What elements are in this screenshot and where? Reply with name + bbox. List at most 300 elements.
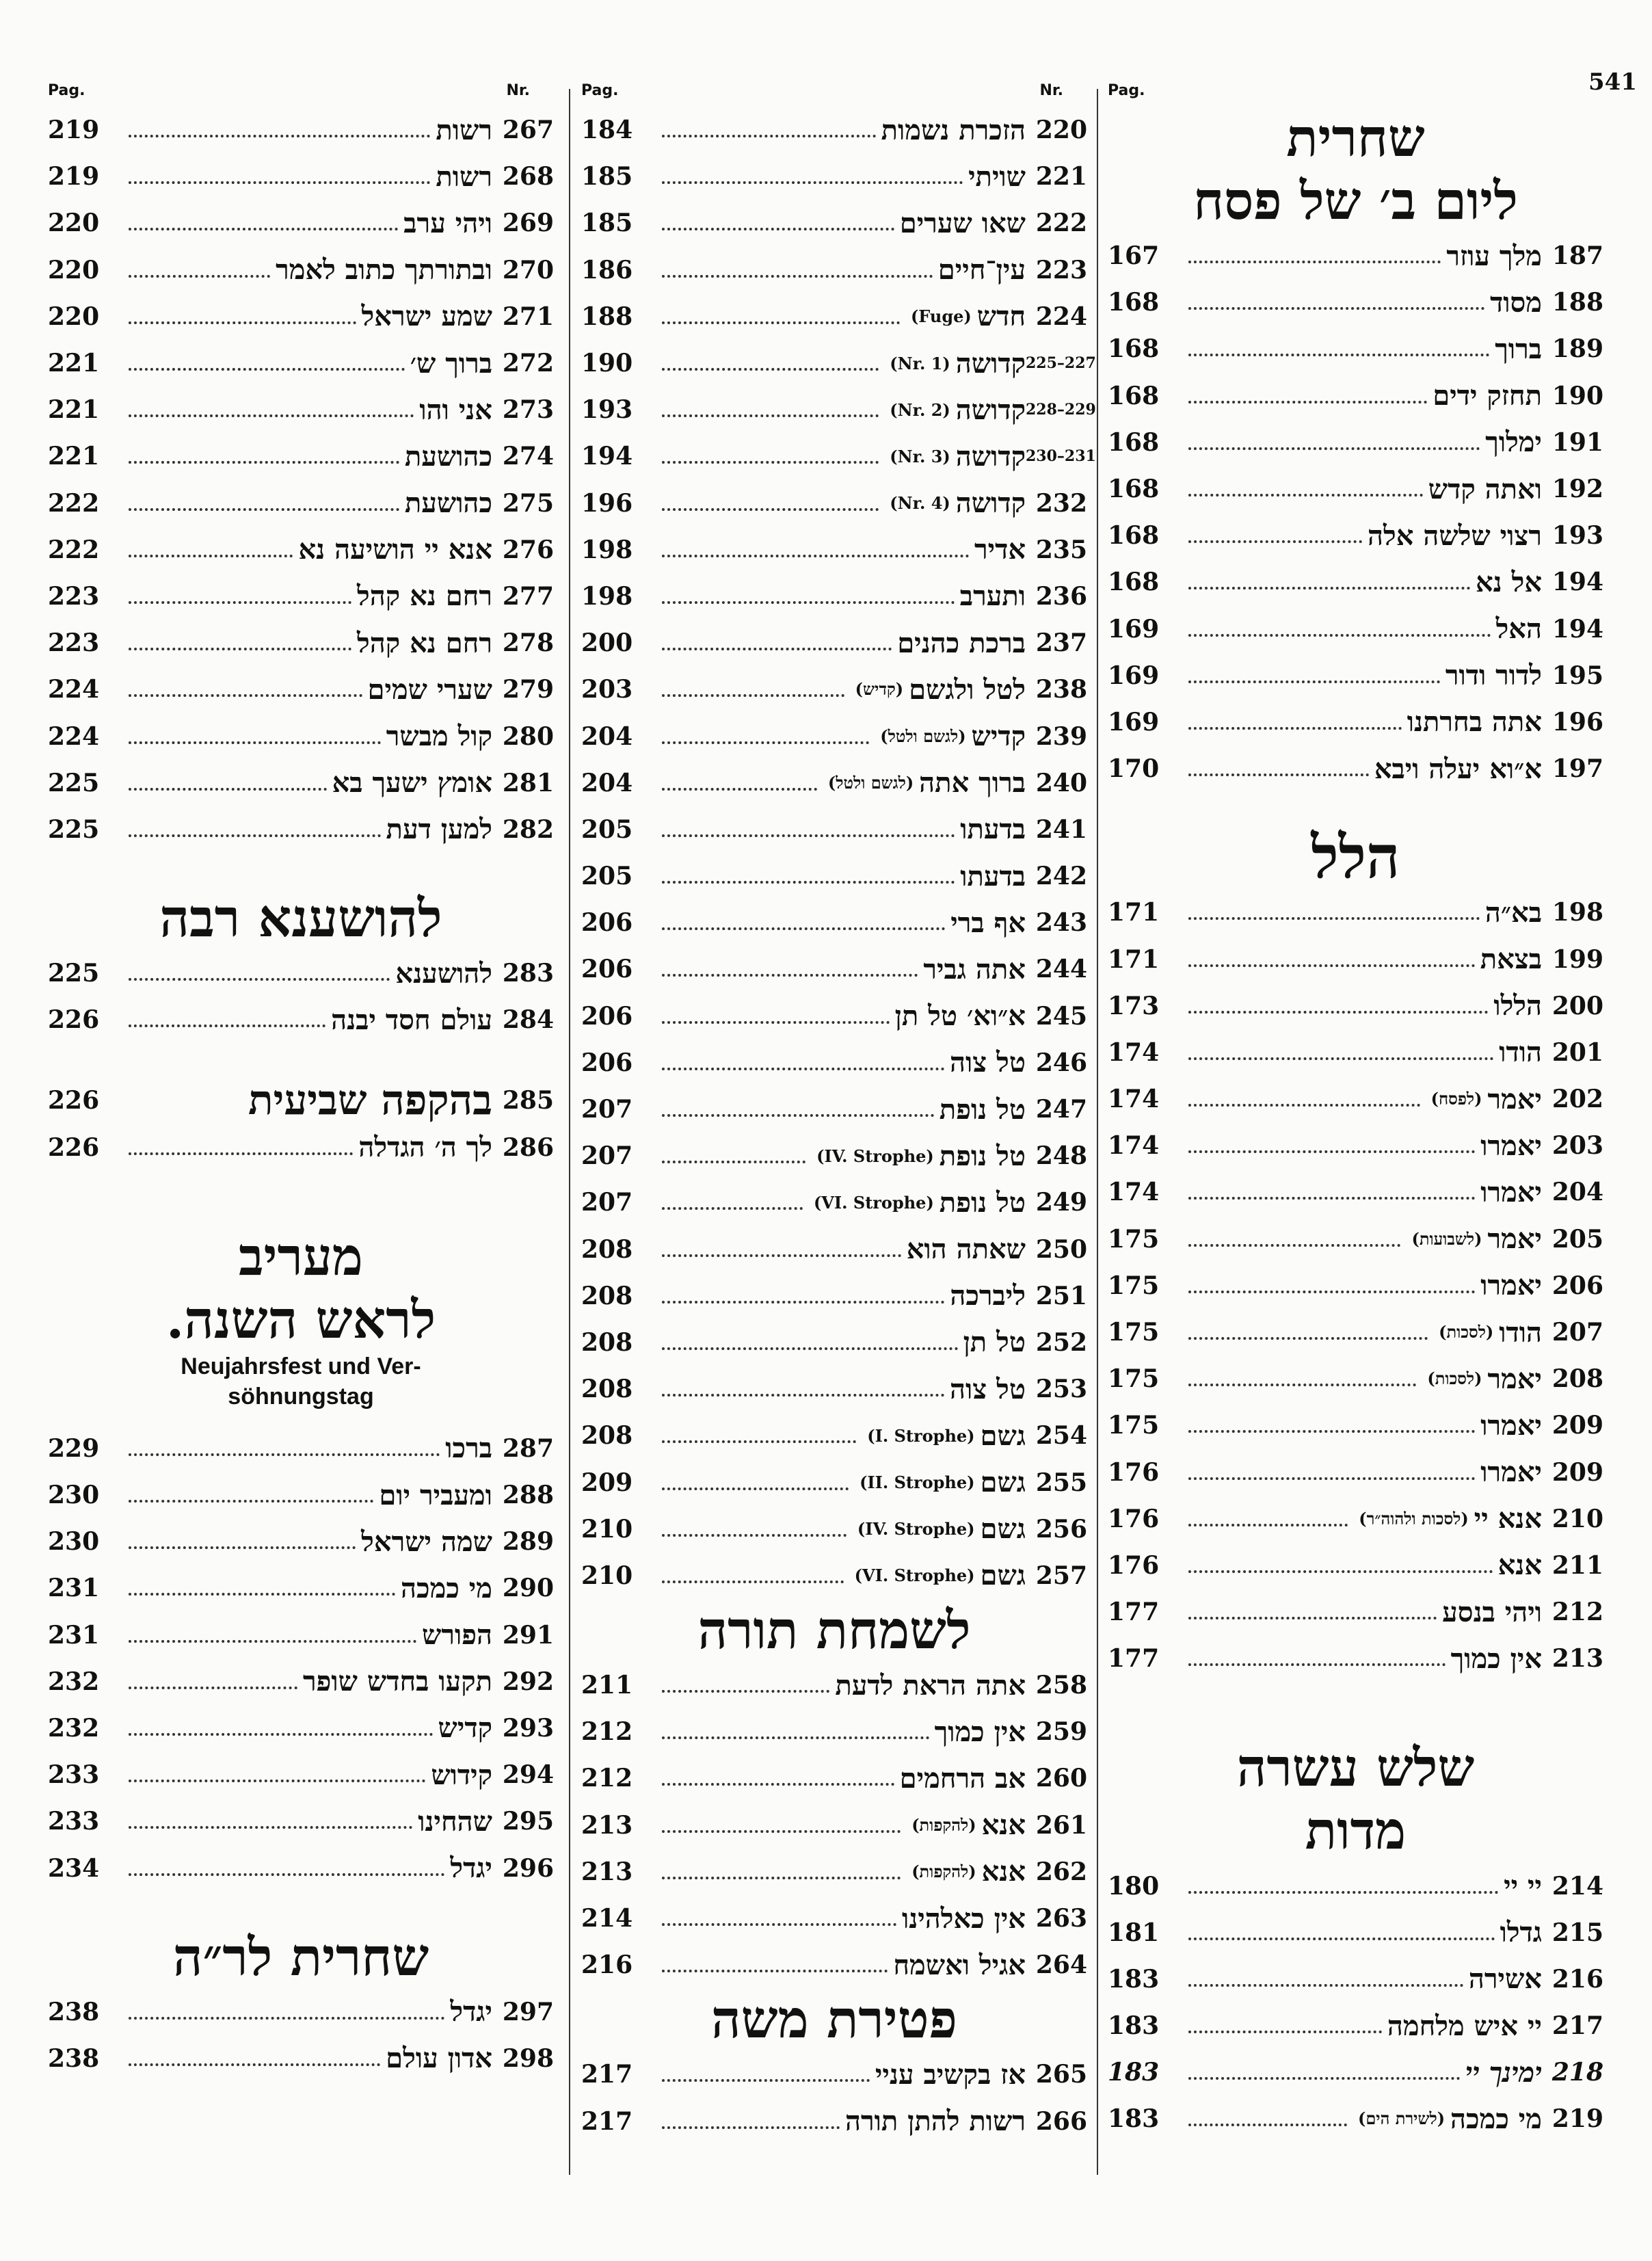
entry-title: יגדל — [450, 1852, 492, 1885]
index-row — [581, 713, 1087, 759]
leader-dots — [1188, 584, 1470, 590]
page-ref: 183 — [1108, 2011, 1160, 2041]
entry-number: 241 — [1035, 815, 1087, 844]
page-ref: 231 — [48, 1620, 100, 1650]
section-heading: להושענא רבה — [159, 888, 442, 949]
entry-title: ומעביר יום — [379, 1479, 492, 1511]
entry-number: 297 — [502, 1997, 554, 2026]
entry-number: 208 — [1551, 1364, 1603, 1394]
leader-dots — [662, 971, 918, 977]
leader-dots — [129, 319, 356, 324]
entry-number: 268 — [502, 162, 554, 191]
entry-title: תחזק ידים — [1433, 380, 1542, 412]
leader-dots — [1188, 1194, 1475, 1200]
entry-note: (לשבועות) — [1411, 1228, 1482, 1249]
entry-number: 273 — [502, 395, 554, 425]
entry-number: 232 — [1035, 488, 1087, 518]
index-row — [48, 153, 554, 200]
page-ref: 224 — [48, 722, 100, 751]
leader-dots — [129, 412, 414, 417]
entry-number: 290 — [502, 1574, 554, 1603]
entry-number: 235 — [1035, 535, 1087, 564]
entry-number: 283 — [502, 959, 554, 988]
leader-dots — [1188, 1334, 1428, 1340]
leader-dots — [1188, 1381, 1416, 1386]
entry-title: גשם — [980, 1466, 1026, 1499]
index-row — [48, 340, 554, 386]
leader-dots — [662, 2076, 870, 2082]
page-ref: 168 — [1108, 521, 1160, 551]
leader-dots — [129, 1451, 440, 1456]
entry-title: קדושה — [955, 347, 1026, 380]
leader-dots — [1188, 1008, 1488, 1014]
page-ref: 204 — [581, 768, 633, 797]
index-row — [1108, 1862, 1603, 1909]
index-row — [581, 853, 1087, 899]
index-row — [1108, 1402, 1603, 1449]
entry-number: 296 — [502, 1853, 554, 1883]
entry-title: יאמרו — [1480, 1129, 1542, 1162]
entry-title: הודו — [1499, 1036, 1542, 1069]
entry-note: (לסכות) — [1439, 1322, 1494, 1343]
entry-number: 269 — [502, 209, 554, 238]
page-ref: 225 — [48, 768, 100, 797]
page-ref: 223 — [48, 629, 100, 658]
section-heading: לראש השנה. — [165, 1288, 436, 1350]
entry-title: חדש — [976, 300, 1026, 333]
index-row — [581, 666, 1087, 713]
entry-title: בצאת — [1480, 943, 1542, 976]
page-ref: 198 — [581, 535, 633, 564]
index-row — [48, 1077, 554, 1124]
leader-dots — [662, 1391, 944, 1397]
entry-number: 199 — [1551, 944, 1603, 974]
entry-number: 212 — [1551, 1598, 1603, 1627]
entry-number: 256 — [1035, 1514, 1087, 1544]
index-row — [581, 946, 1087, 992]
index-row — [1108, 1169, 1603, 1215]
leader-dots — [1188, 258, 1441, 263]
entry-number: 264 — [1035, 1951, 1087, 1980]
leader-dots — [129, 739, 381, 744]
index-row — [1108, 1262, 1603, 1309]
leader-dots — [662, 178, 963, 184]
index-row — [1108, 373, 1603, 419]
entry-note: (לשירת הים) — [1357, 2108, 1446, 2129]
section-heading: שחרית לר״ה — [172, 1926, 429, 1987]
entry-title: גשם — [980, 1419, 1026, 1452]
page-ref: 206 — [581, 955, 633, 984]
entry-title: א״וא׳ טל תן — [894, 1000, 1026, 1033]
index-row — [1108, 1029, 1603, 1076]
entry-number: 249 — [1035, 1188, 1087, 1217]
entry-title: יאמרו — [1480, 1269, 1542, 1302]
entry-title: שהחינו — [418, 1805, 492, 1838]
index-row — [1108, 1216, 1603, 1262]
entry-title: אתה הראת לדעת — [835, 1669, 1026, 1702]
page-ref: 225 — [48, 959, 100, 988]
entry-title: אין כאלהינו — [902, 1902, 1026, 1935]
page-ref: 226 — [48, 1086, 100, 1115]
leader-dots — [662, 225, 894, 230]
nr-header: Nr. — [506, 82, 530, 99]
entry-title: קדושה — [955, 487, 1026, 520]
entry-number: 221 — [1035, 162, 1087, 191]
index-row — [581, 433, 1096, 479]
leader-dots — [662, 1920, 896, 1926]
page-ref: 221 — [48, 395, 100, 425]
page-ref: 183 — [1108, 1964, 1160, 1994]
entry-title: אז בקשיב עניי — [875, 2058, 1026, 2091]
entry-title: אני והו — [419, 393, 492, 426]
entry-note: (Nr. 1) — [890, 353, 950, 373]
leader-dots — [1188, 771, 1369, 776]
page-ref: 209 — [581, 1468, 633, 1497]
leader-dots — [129, 1637, 416, 1643]
entry-title: אין כמוך — [934, 1715, 1026, 1748]
entry-title: ברכו — [445, 1432, 492, 1465]
entry-number: 281 — [502, 768, 554, 797]
index-row — [581, 1506, 1087, 1552]
leader-dots — [1188, 914, 1480, 920]
index-row — [1108, 1122, 1603, 1169]
leader-dots — [129, 645, 351, 650]
leader-dots — [1188, 304, 1484, 310]
entry-number: 193 — [1551, 521, 1603, 551]
entry-number: 288 — [502, 1481, 554, 1510]
entry-title: יאמר — [1487, 1362, 1542, 1395]
index-row — [581, 200, 1087, 246]
section-subtitle: söhnungstag — [228, 1383, 374, 1410]
page-ref: 231 — [48, 1574, 100, 1603]
page-ref: 177 — [1108, 1644, 1160, 1674]
page-ref: 207 — [581, 1095, 633, 1124]
entry-number: 209 — [1551, 1411, 1603, 1440]
leader-dots — [1188, 491, 1423, 497]
entry-number: 206 — [1551, 1271, 1603, 1300]
leader-dots — [1188, 1101, 1420, 1107]
leader-dots — [129, 1870, 444, 1876]
entry-number: 251 — [1035, 1281, 1087, 1310]
entry-number: 265 — [1035, 2060, 1087, 2089]
index-row — [48, 806, 554, 853]
page-ref: 212 — [581, 1717, 633, 1747]
index-row — [1108, 606, 1603, 652]
index-row — [581, 1895, 1087, 1942]
entry-number: 236 — [1035, 581, 1087, 611]
entry-title: שמע ישראל — [361, 300, 492, 333]
page-ref: 230 — [48, 1481, 100, 1510]
leader-dots — [1188, 445, 1480, 450]
entry-title: בדעתו — [960, 813, 1026, 846]
entry-title: אנא — [1497, 1549, 1542, 1582]
index-row — [1108, 466, 1603, 512]
page-ref: 169 — [1108, 614, 1160, 644]
index-row — [1108, 1956, 1603, 2002]
index-row — [1108, 512, 1603, 559]
page-ref: 176 — [1108, 1504, 1160, 1533]
section-heading: שלש עשרה — [1236, 1737, 1475, 1799]
section-heading: הלל — [1311, 823, 1400, 892]
entry-title: הזכרת נשמות — [881, 114, 1026, 146]
entry-number: 217 — [1551, 2011, 1603, 2041]
page-ref: 210 — [581, 1561, 633, 1590]
leader-dots — [129, 1823, 412, 1829]
page-ref: 216 — [581, 1951, 633, 1980]
leader-dots — [129, 1497, 373, 1503]
index-row — [1108, 2095, 1603, 2142]
page-ref: 210 — [581, 1514, 633, 1544]
index-row — [581, 1179, 1087, 1226]
index-row — [48, 293, 554, 340]
leader-dots — [662, 1018, 890, 1024]
entry-number: 240 — [1035, 768, 1087, 797]
leader-dots — [662, 1158, 805, 1163]
entry-number: 275 — [502, 488, 554, 518]
entry-title: אנא יי הושיעה נא — [298, 533, 492, 566]
entry-title: בדעתו — [960, 860, 1026, 892]
index-row — [581, 153, 1087, 200]
page-ref: 238 — [48, 1997, 100, 2026]
entry-title: קדושה — [955, 393, 1026, 426]
index-row — [48, 1798, 554, 1844]
entry-title: האל — [1495, 613, 1542, 646]
leader-dots — [662, 1438, 856, 1443]
entry-note: (לגשם ולטל) — [880, 726, 966, 746]
entry-number: 293 — [502, 1713, 554, 1743]
index-row — [48, 386, 554, 433]
entry-title: מי כמכה — [1450, 2102, 1542, 2135]
entry-number: 277 — [502, 581, 554, 611]
entry-title: אומץ ישעך בא — [332, 767, 492, 799]
entry-title: טל תן — [963, 1326, 1026, 1359]
index-row — [48, 996, 554, 1043]
entry-number: 298 — [502, 2044, 554, 2073]
entry-title: שערי שמים — [367, 673, 492, 706]
index-row — [1108, 983, 1603, 1029]
entry-number: 230–231 — [1026, 447, 1096, 466]
entry-number: 213 — [1551, 1644, 1603, 1674]
leader-dots — [1188, 962, 1475, 967]
page-ref: 225 — [48, 815, 100, 844]
entry-number: 201 — [1551, 1037, 1603, 1067]
entry-note: (VI. Strophe) — [854, 1565, 975, 1586]
page-ref: 208 — [581, 1327, 633, 1357]
column-header — [1108, 82, 1603, 107]
entry-number: 224 — [1035, 302, 1087, 331]
leader-dots — [129, 785, 327, 791]
page-ref: 219 — [48, 116, 100, 145]
section-heading: בהקפה שביעית — [248, 1076, 492, 1125]
page-ref: 198 — [581, 581, 633, 611]
entry-note: (לסכות) — [1427, 1368, 1482, 1389]
section-heading: מדות — [1305, 1800, 1407, 1862]
page-ref: 186 — [581, 255, 633, 285]
entry-number: 294 — [502, 1760, 554, 1790]
entry-number: 274 — [502, 442, 554, 471]
page-ref: 170 — [1108, 754, 1160, 784]
page-ref: 226 — [48, 1133, 100, 1162]
entry-title: יאמרו — [1480, 1456, 1542, 1489]
entry-note: (IV. Strophe) — [816, 1146, 934, 1166]
page-ref: 220 — [48, 255, 100, 285]
index-row — [48, 527, 554, 573]
page-ref: 177 — [1108, 1598, 1160, 1627]
leader-dots — [662, 412, 879, 417]
index-row — [1108, 2002, 1603, 2049]
entry-note: (II. Strophe) — [860, 1472, 975, 1493]
entry-title: ואתה קדש — [1428, 473, 1542, 505]
index-row — [1108, 419, 1603, 466]
pag-header: Pag. — [1108, 82, 1145, 99]
entry-number: 209 — [1551, 1457, 1603, 1487]
leader-dots — [662, 878, 955, 884]
leader-dots — [1188, 1981, 1463, 1987]
entry-title: למען דעת — [386, 813, 492, 846]
entry-number: 200 — [1551, 991, 1603, 1020]
leader-dots — [662, 1111, 934, 1117]
page-ref: 223 — [48, 581, 100, 611]
leader-dots — [662, 925, 945, 930]
index-row — [1108, 1909, 1603, 1956]
page-ref: 203 — [581, 675, 633, 704]
leader-dots — [129, 132, 430, 137]
entry-number: 188 — [1551, 288, 1603, 317]
page-ref: 217 — [581, 2060, 633, 2089]
leader-dots — [662, 1298, 944, 1304]
index-row — [48, 1124, 554, 1171]
entry-number: 191 — [1551, 427, 1603, 457]
entry-title: אנא — [981, 1809, 1026, 1842]
index-row — [581, 1942, 1087, 1988]
leader-dots — [662, 1780, 894, 1786]
page-ref: 205 — [581, 862, 633, 891]
page-ref: 208 — [581, 1375, 633, 1404]
page-ref: 224 — [48, 675, 100, 704]
leader-dots — [662, 272, 933, 278]
index-row — [581, 573, 1087, 620]
index-row — [581, 1366, 1087, 1412]
entry-title: תקעו בחדש שופר — [303, 1665, 492, 1698]
index-row — [581, 107, 1087, 153]
index-row — [581, 1662, 1087, 1708]
entry-number: 280 — [502, 722, 554, 751]
leader-dots — [1188, 2074, 1460, 2080]
leader-dots — [662, 1345, 958, 1350]
entry-title: יי יי — [1504, 1870, 1542, 1903]
entry-title: קדיש — [971, 720, 1026, 753]
leader-dots — [662, 598, 955, 604]
entry-number: 289 — [502, 1527, 554, 1557]
page-ref: 175 — [1108, 1224, 1160, 1254]
page-ref: 176 — [1108, 1457, 1160, 1487]
entry-title: יגדל — [450, 1996, 492, 2028]
entry-title: ברוך ש׳ — [410, 347, 492, 380]
page-ref: 181 — [1108, 1918, 1160, 1947]
column-header — [581, 82, 1087, 107]
entry-number: 257 — [1035, 1561, 1087, 1590]
entry-number: 254 — [1035, 1421, 1087, 1451]
page-ref: 185 — [581, 209, 633, 238]
leader-dots — [129, 178, 430, 184]
index-row — [48, 713, 554, 759]
section-heading: פטירת משה — [711, 1989, 957, 2050]
index-row — [581, 386, 1096, 433]
entry-title: הודו — [1499, 1316, 1542, 1349]
index-row — [1108, 889, 1603, 936]
page-ref: 174 — [1108, 1037, 1160, 1067]
index-row — [581, 620, 1087, 666]
page-ref: 222 — [48, 535, 100, 564]
page-ref: 183 — [1108, 2104, 1160, 2134]
column-divider — [1097, 89, 1098, 2175]
index-column-right — [1108, 82, 1603, 2216]
page-ref: 168 — [1108, 288, 1160, 317]
index-row — [581, 1755, 1087, 1801]
leader-dots — [1188, 398, 1427, 404]
entry-number: 244 — [1035, 955, 1087, 984]
index-row — [581, 806, 1087, 853]
leader-dots — [1188, 1568, 1493, 1573]
page-ref: 167 — [1108, 241, 1160, 271]
index-row — [48, 200, 554, 246]
leader-dots — [129, 505, 399, 511]
index-row — [1108, 1589, 1603, 1635]
index-row — [48, 1518, 554, 1565]
entry-title: רחם נא קהל — [357, 626, 492, 659]
page-ref: 175 — [1108, 1364, 1160, 1394]
page-ref: 183 — [1108, 2058, 1160, 2087]
index-row — [1108, 279, 1603, 326]
leader-dots — [662, 1827, 901, 1833]
index-row — [581, 2051, 1087, 2098]
index-row — [48, 1612, 554, 1658]
section-heading: לשמחת תורה — [697, 1600, 971, 1661]
entry-number: 272 — [502, 349, 554, 378]
leader-dots — [662, 832, 955, 837]
page-ref: 232 — [48, 1713, 100, 1743]
entry-number: 282 — [502, 815, 554, 844]
entry-title: רצוי שלשה אלה — [1368, 519, 1542, 552]
entry-number: 189 — [1551, 334, 1603, 364]
entry-title: ובתורתך כתוב לאמר — [276, 254, 492, 287]
entry-number: 237 — [1035, 629, 1087, 658]
entry-number: 187 — [1551, 241, 1603, 271]
index-row — [581, 1802, 1087, 1849]
leader-dots — [1188, 1614, 1437, 1619]
entry-title: אשירה — [1468, 1963, 1542, 1996]
index-row — [48, 1472, 554, 1518]
leader-dots — [1188, 1288, 1475, 1293]
entry-title: כהושעת — [404, 487, 492, 520]
entry-note: (Nr. 4) — [890, 493, 950, 514]
entry-number: 267 — [502, 116, 554, 145]
entry-number: 279 — [502, 675, 554, 704]
entry-number: 204 — [1551, 1178, 1603, 1207]
entry-title: לטל ולגשם — [909, 673, 1026, 706]
entry-note: (להקפות) — [911, 1861, 976, 1881]
leader-dots — [129, 1777, 425, 1782]
leader-dots — [1188, 2028, 1382, 2033]
page-ref: 238 — [48, 2044, 100, 2073]
index-row — [1108, 1496, 1603, 1542]
entry-title: רשות להתן תורה — [844, 2105, 1026, 2138]
entry-title: ליברכה — [950, 1280, 1026, 1312]
entry-title: לדור ודור — [1445, 659, 1542, 692]
entry-title: גשם — [980, 1513, 1026, 1546]
entry-title: רשות — [436, 160, 492, 193]
entry-title: אל נא — [1475, 566, 1542, 598]
